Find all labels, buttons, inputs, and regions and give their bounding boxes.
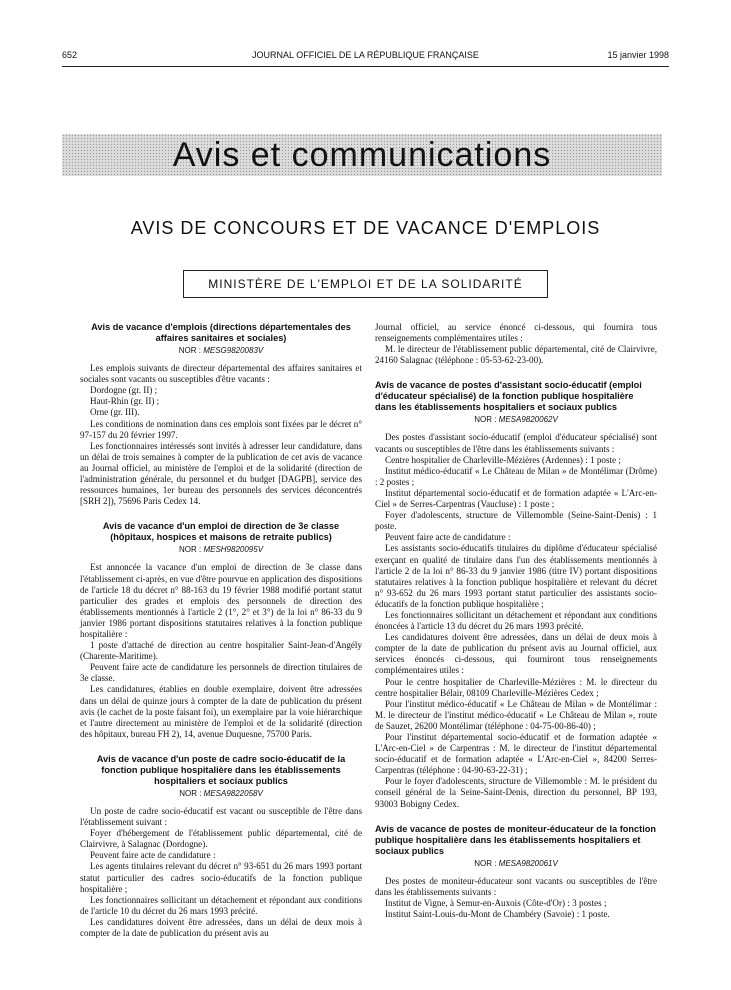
- page-header: [62, 50, 669, 64]
- paragraph: Pour le centre hospitalier de Charleville-Mézières : M. le directeur du centre hospitalier Bélair, 08109 Charleville-Mézières Cedex ;: [375, 676, 657, 698]
- paragraph: Peuvent faire acte de candidature les personnels de direction titulaires de 3e classe.: [80, 662, 362, 684]
- paragraph: 1 poste d'attaché de direction au centre hospitalier Saint-Jean-d'Angély (Charente-Maritime).: [80, 640, 362, 662]
- left-column: [80, 322, 362, 939]
- nor-reference: NOR : MESA9820062V: [474, 415, 558, 425]
- list-item: Foyer d'adolescents, structure de Villemomble (Seine-Saint-Denis) : 1 poste.: [375, 510, 657, 532]
- paragraph: Journal officiel, au service énoncé ci-dessous, qui fournira tous renseignements complémentaires utiles :: [375, 322, 657, 344]
- nor-reference: NOR : MESA9820061V: [474, 858, 558, 868]
- list-item: Centre hospitalier de Charleville-Mézières (Ardennes) : 1 poste ;: [385, 454, 621, 465]
- nor-reference: NOR : MESG9820083V: [178, 346, 264, 355]
- paragraph: Un poste de cadre socio-éducatif est vacant ou susceptible de l'être dans l'établissement suivant :: [80, 806, 362, 828]
- notice-assistant-socio-educatif: [375, 380, 657, 809]
- paragraph: Pour le foyer d'adolescents, structure de Villemomble : M. le président du conseil général de la Seine-Saint-Denis, direction du personnel, BP 193, 93003 Bobigny Cedex.: [375, 776, 657, 809]
- page-number: 652: [62, 50, 78, 60]
- notice-direction-3e-classe: [80, 521, 362, 740]
- notice-title: Avis de vacance d'emplois (directions départementales des affaires sanitaires et sociales): [91, 322, 351, 343]
- nor-reference: NOR : MESH9820095V: [178, 545, 264, 555]
- paragraph: Les fonctionnaires intéressés sont invités à adresser leur candidature, dans un délai de trois semaines à compter de la publication de cet avis de vacance au Journal officiel, au ministère de l'emploi et de la solidarité (direction de l'administration générale, du personnel et du budget [DAGPB], service des ressources humaines, 1er bureau des personnels des services déconcentrés [SRH 2]), 75696 Paris Cedex 14.: [80, 440, 362, 507]
- paragraph: Les candidatures doivent être adressées, dans un délai de deux mois à compter de la date de publication du présent avis au Journal officiel, aux services énoncés ci-dessous, qui fourniront tous renseignements complémentaires utiles :: [375, 632, 657, 676]
- paragraph: Des postes de moniteur-éducateur sont vacants ou susceptibles de l'être dans les établissements suivants :: [375, 875, 657, 897]
- notice-title: Avis de vacance d'un poste de cadre socio-éducatif de la fonction publique hospitalière dans les établissements hospitaliers et sociaux publics: [96, 753, 346, 786]
- paragraph: Les fonctionnaires sollicitant un détachement et répondant aux conditions énoncées à l'article 13 du décret du 26 mars 1993 précité.: [375, 609, 657, 632]
- issue-date: 15 janvier 1998: [607, 50, 669, 60]
- right-column: [375, 322, 657, 920]
- paragraph: Est annoncée la vacance d'un emploi de direction de 3e classe dans l'établissement ci-après, en vue d'être pourvue en application des dispositions de l'article 18 du décret n° 88-163 du 19 février 1988 modifié portant statut particulier des grades et emplois des personnels de direction des établissements mentionnés à l'article 2 (1°, 2° et 3°) de la loi n° 86-33 du 9 janvier 1986 portant dispositions statutaires relatives à la fonction publique hospitalière :: [80, 562, 362, 639]
- notice-moniteur-educateur: [375, 824, 657, 920]
- paragraph: M. le directeur de l'établissement public départemental, cité de Clairvivre, 24160 Salagnac (téléphone : 05-53-62-23-00).: [375, 344, 657, 366]
- paragraph: Les candidatures, établies en double exemplaire, doivent être adressées dans un délai de quinze jours à compter de la date de publication du présent avis (le cachet de la poste faisant foi), un exemplaire par la voie hiérarchique et l'autre directement au ministère de l'emploi et de la solidarité (direction des hôpitaux, bureau FH 2), 14, avenue Duquesne, 75700 Paris.: [80, 684, 362, 739]
- notice-title: Avis de vacance de postes d'assistant socio-éducatif (emploi d'éducateur spécialisé) de la fonction publique hospitalière dans les établissements hospitaliers et sociaux publics: [375, 380, 642, 413]
- header-rule: [62, 66, 669, 67]
- list-item: Institut départemental socio-éducatif et de formation adaptée « L'Arc-en-Ciel » de Serres-Carpentras (Vaucluse) : 1 poste ;: [375, 487, 657, 510]
- banner-title: Avis et communications: [172, 135, 552, 174]
- paragraph: Peuvent faire acte de candidature :: [385, 532, 511, 543]
- paragraph: Les assistants socio-éducatifs titulaires du diplôme d'éducateur spécialisé exerçant en qualité de titulaire dans l'un des établissements mentionnés à l'article 2 de la loi n° 86-33 du 9 janvier 1986 (titre IV) portant dispositions statutaires relatives à la fonction publique hospitalière et relevant du décret n° 93-652 du 26 mars 1993 portant statut particulier des assistants socio-éducatifs de la fonction publique hospitalière ;: [375, 543, 657, 609]
- list-item: Institut de Vigne, à Semur-en-Auxois (Côte-d'Or) : 3 postes ;: [385, 897, 607, 908]
- paragraph: Pour l'institut départemental socio-éducatif et de formation adaptée « L'Arc-en-Ciel » de Carpentras : M. le directeur de l'institut départemental socio-éducatif et de formation adaptée « L'Arc-en-Ciel », 84200 Serres-Carpentras (téléphone : 04-90-63-22-31) ;: [375, 732, 657, 776]
- list-item: Institut Saint-Louis-du-Mont de Chambéry (Savoie) : 1 poste.: [385, 909, 610, 920]
- notice-title: Avis de vacance de postes de moniteur-éducateur de la fonction publique hospitalière dans les établissements hospitaliers et sociaux publics: [375, 823, 656, 856]
- nor-reference: NOR : MESA9822058V: [179, 788, 263, 798]
- ministry-name: MINISTÈRE DE L'EMPLOI ET DE LA SOLIDARITÉ: [208, 277, 523, 291]
- list-item: Haut-Rhin (gr. II) ;: [90, 396, 160, 407]
- paragraph: Pour l'institut médico-éducatif « Le Château de Milan » de Montélimar : M. le directeur de l'institut médico-éducatif « Le Château de Milan », route de Sauzet, 26200 Montélimar (téléphone : 04-75-00-86-40) ;: [375, 698, 657, 731]
- notice-title: Avis de vacance d'un emploi de direction de 3e classe (hôpitaux, hospices et maisons de retraite publics): [102, 521, 340, 543]
- list-item: Dordogne (gr. II) ;: [90, 385, 158, 396]
- notice-ddass: [80, 322, 362, 507]
- list-item: Orne (gr. III).: [90, 407, 140, 418]
- paragraph: Les fonctionnaires sollicitant un détachement et répondant aux conditions de l'article 10 du décret du 26 mars 1993 précité.: [80, 894, 362, 916]
- paragraph: Les emplois suivants de directeur départemental des affaires sanitaires et sociales sont vacants ou susceptibles d'être vacants :: [80, 363, 362, 385]
- banner: [62, 134, 662, 176]
- paragraph: Peuvent faire acte de candidature :: [90, 850, 216, 861]
- paragraph: Foyer d'hébergement de l'établissement public départemental, cité de Clairvivre, à Salagnac (Dordogne).: [80, 828, 362, 850]
- paragraph: Les conditions de nomination dans ces emplois sont fixées par le décret n° 97-157 du 20 février 1997.: [80, 418, 362, 440]
- paragraph: Des postes d'assistant socio-éducatif (emploi d'éducateur spécialisé) sont vacants ou susceptibles de l'être dans les établissements suivants :: [375, 432, 657, 454]
- notice-cadre-socio-educatif: [80, 754, 362, 939]
- list-item: Institut médico-éducatif « Le Château de Milan » de Montélimar (Drôme) : 2 postes ;: [375, 465, 657, 487]
- journal-title: JOURNAL OFFICIEL DE LA RÉPUBLIQUE FRANÇAISE: [252, 50, 479, 60]
- ministry-box: [183, 270, 548, 298]
- paragraph: Les candidatures doivent être adressées, dans un délai de deux mois à compter de la date de publication du présent avis au: [80, 916, 362, 939]
- section-title: AVIS DE CONCOURS ET DE VACANCE D'EMPLOIS: [130, 218, 601, 238]
- paragraph: Les agents titulaires relevant du décret n° 93-651 du 26 mars 1993 portant statut particulier des cadres socio-éducatifs de la fonction publique hospitalière ;: [80, 861, 362, 894]
